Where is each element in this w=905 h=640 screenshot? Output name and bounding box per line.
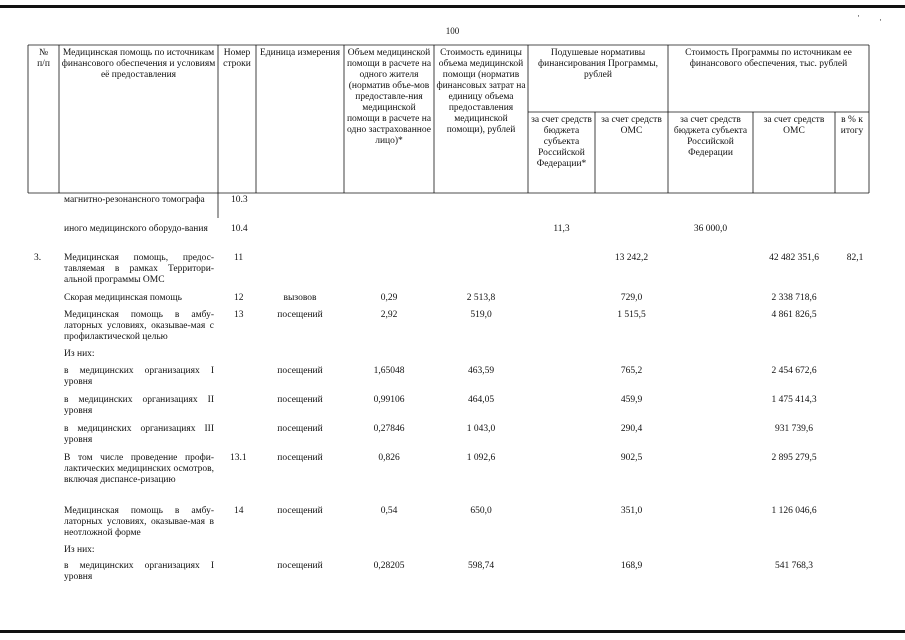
- row-name: иного медицинского оборудо-вания: [64, 224, 208, 234]
- row-name: в медицинских организациях I уровня: [64, 561, 214, 582]
- header-care-type-col: Медицинская помощь по источникам финансового обеспечения и условиям её предоставления: [61, 48, 216, 80]
- bottom-border-rule: [0, 630, 905, 633]
- row-unit-cost: 519,0: [470, 310, 492, 320]
- row-volume: 2,92: [380, 310, 398, 320]
- scan-speck: ·: [879, 15, 882, 25]
- row-name: В том числе проведение профи-лактических медицинских осмотров, включая диспансе-ризацию: [64, 453, 214, 485]
- header-program-oms: за счет средств ОМС: [763, 115, 825, 136]
- row-unit-cost: 2 513,8: [466, 293, 496, 303]
- row-name: Медицинская помощь в амбу-латорных условиях, оказывае-мая с профилактической целью: [64, 310, 214, 342]
- row-program-oms: 541 768,3: [775, 561, 813, 571]
- header-unit-cost-col: Стоимость единицы объема медицинской помощи (норматив финансовых затрат на единицу объема предоставления медицинской помощи), рублей: [436, 48, 526, 135]
- header-volume-col: Объем медицинской помощи в расчете на одного жителя (норматив объе-мов предоставле-ния медицинской помощи в расчете на одно застрахованное лицо)*: [346, 48, 432, 146]
- row-unit-cost: 463,59: [467, 366, 495, 376]
- row-line-number: 11: [234, 253, 244, 263]
- row-program-oms: 931 739,6: [775, 424, 813, 434]
- row-per-capita-oms: 168,9: [620, 561, 643, 571]
- row-unit: посещений: [277, 453, 323, 463]
- row-per-capita-oms: 459,9: [620, 395, 643, 405]
- row-program-oms: 2 895 279,5: [771, 453, 817, 463]
- row-volume: 0,28205: [373, 561, 405, 571]
- row-unit: посещений: [277, 506, 323, 516]
- header-per-capita-oms: за счет средств ОМС: [601, 115, 662, 136]
- row-volume: 1,65048: [373, 366, 405, 376]
- row-program-oms: 1 126 046,6: [771, 506, 817, 516]
- header-row-number-col: № п/п: [37, 48, 50, 69]
- row-name: в медицинских организациях II уровня: [64, 395, 214, 416]
- header-unit-col: Единица измерения: [260, 48, 340, 58]
- row-name: Медицинская помощь, предос-тавляемая в рамках Территори-альной программы ОМС: [64, 253, 214, 285]
- row-volume: 0,27846: [373, 424, 405, 434]
- row-subheading: Из них:: [64, 349, 95, 359]
- row-unit: посещений: [277, 310, 323, 320]
- header-per-capita-budget: за счет средств бюджета субъекта Российской Федерации*: [531, 115, 592, 169]
- row-program-percent: 82,1: [846, 253, 864, 263]
- row-line-number: 13: [234, 310, 244, 320]
- row-volume: 0,99106: [373, 395, 405, 405]
- row-program-budget: 36 000,0: [693, 224, 728, 234]
- row-volume: 0,826: [378, 453, 400, 463]
- header-program-percent: в % к итогу: [840, 115, 864, 136]
- row-program-oms: 4 861 826,5: [771, 310, 817, 320]
- row-per-capita-oms: 902,5: [620, 453, 643, 463]
- row-volume: 0,54: [380, 506, 398, 516]
- row-unit-cost: 464,05: [467, 395, 495, 405]
- page-number: 100: [445, 26, 460, 36]
- row-name: магнитно-резонансного томографа: [64, 195, 205, 205]
- header-line-number-col: Номер строки: [223, 48, 251, 69]
- row-per-capita-budget: 11,3: [553, 224, 570, 234]
- row-unit: посещений: [277, 395, 323, 405]
- row-program-oms: 2 454 672,6: [771, 366, 817, 376]
- row-subheading: Из них:: [64, 545, 95, 555]
- row-per-capita-oms: 1 515,5: [617, 310, 646, 320]
- top-border-rule: [0, 5, 905, 8]
- row-unit-cost: 1 043,0: [466, 424, 496, 434]
- row-per-capita-oms: 290,4: [620, 424, 643, 434]
- row-unit-cost: 650,0: [470, 506, 492, 516]
- row-program-oms: 1 475 414,3: [771, 395, 817, 405]
- header-program-budget: за счет средств бюджета субъекта Российской Федерации: [673, 115, 748, 158]
- row-per-capita-oms: 729,0: [620, 293, 643, 303]
- row-per-capita-oms: 765,2: [620, 366, 643, 376]
- row-unit-cost: 598,74: [467, 561, 495, 571]
- row-line-number: 10.4: [231, 224, 248, 234]
- row-per-capita-oms: 13 242,2: [614, 253, 649, 263]
- row-program-oms: 2 338 718,6: [771, 293, 817, 303]
- row-name: в медицинских организациях III уровня: [64, 424, 214, 445]
- row-unit: посещений: [277, 424, 323, 434]
- row-per-capita-oms: 351,0: [620, 506, 643, 516]
- row-line-number: 13.1: [230, 453, 247, 463]
- row-unit: посещений: [277, 561, 323, 571]
- row-name: Скорая медицинская помощь: [64, 293, 182, 303]
- row-name: Медицинская помощь в амбу-латорных условиях, оказывае-мая в неотложной форме: [64, 506, 214, 538]
- row-name: в медицинских организациях I уровня: [64, 366, 214, 387]
- row-line-number: 10.3: [231, 195, 248, 205]
- row-unit-cost: 1 092,6: [466, 453, 496, 463]
- header-per-capita-group: Подушевые нормативы финансирования Программы, рублей: [538, 48, 658, 80]
- row-program-oms: 42 482 351,6: [769, 253, 819, 263]
- row-volume: 0,29: [380, 293, 398, 303]
- row-unit: посещений: [277, 366, 323, 376]
- row-unit: вызовов: [283, 293, 317, 303]
- scan-speck: ·: [857, 11, 860, 21]
- header-program-cost-group: Стоимость Программы по источникам ее финансового обеспечения, тыс. рублей: [685, 48, 852, 69]
- row-item-number: 3.: [34, 253, 42, 263]
- row-line-number: 12: [234, 293, 244, 303]
- row-line-number: 14: [234, 506, 244, 516]
